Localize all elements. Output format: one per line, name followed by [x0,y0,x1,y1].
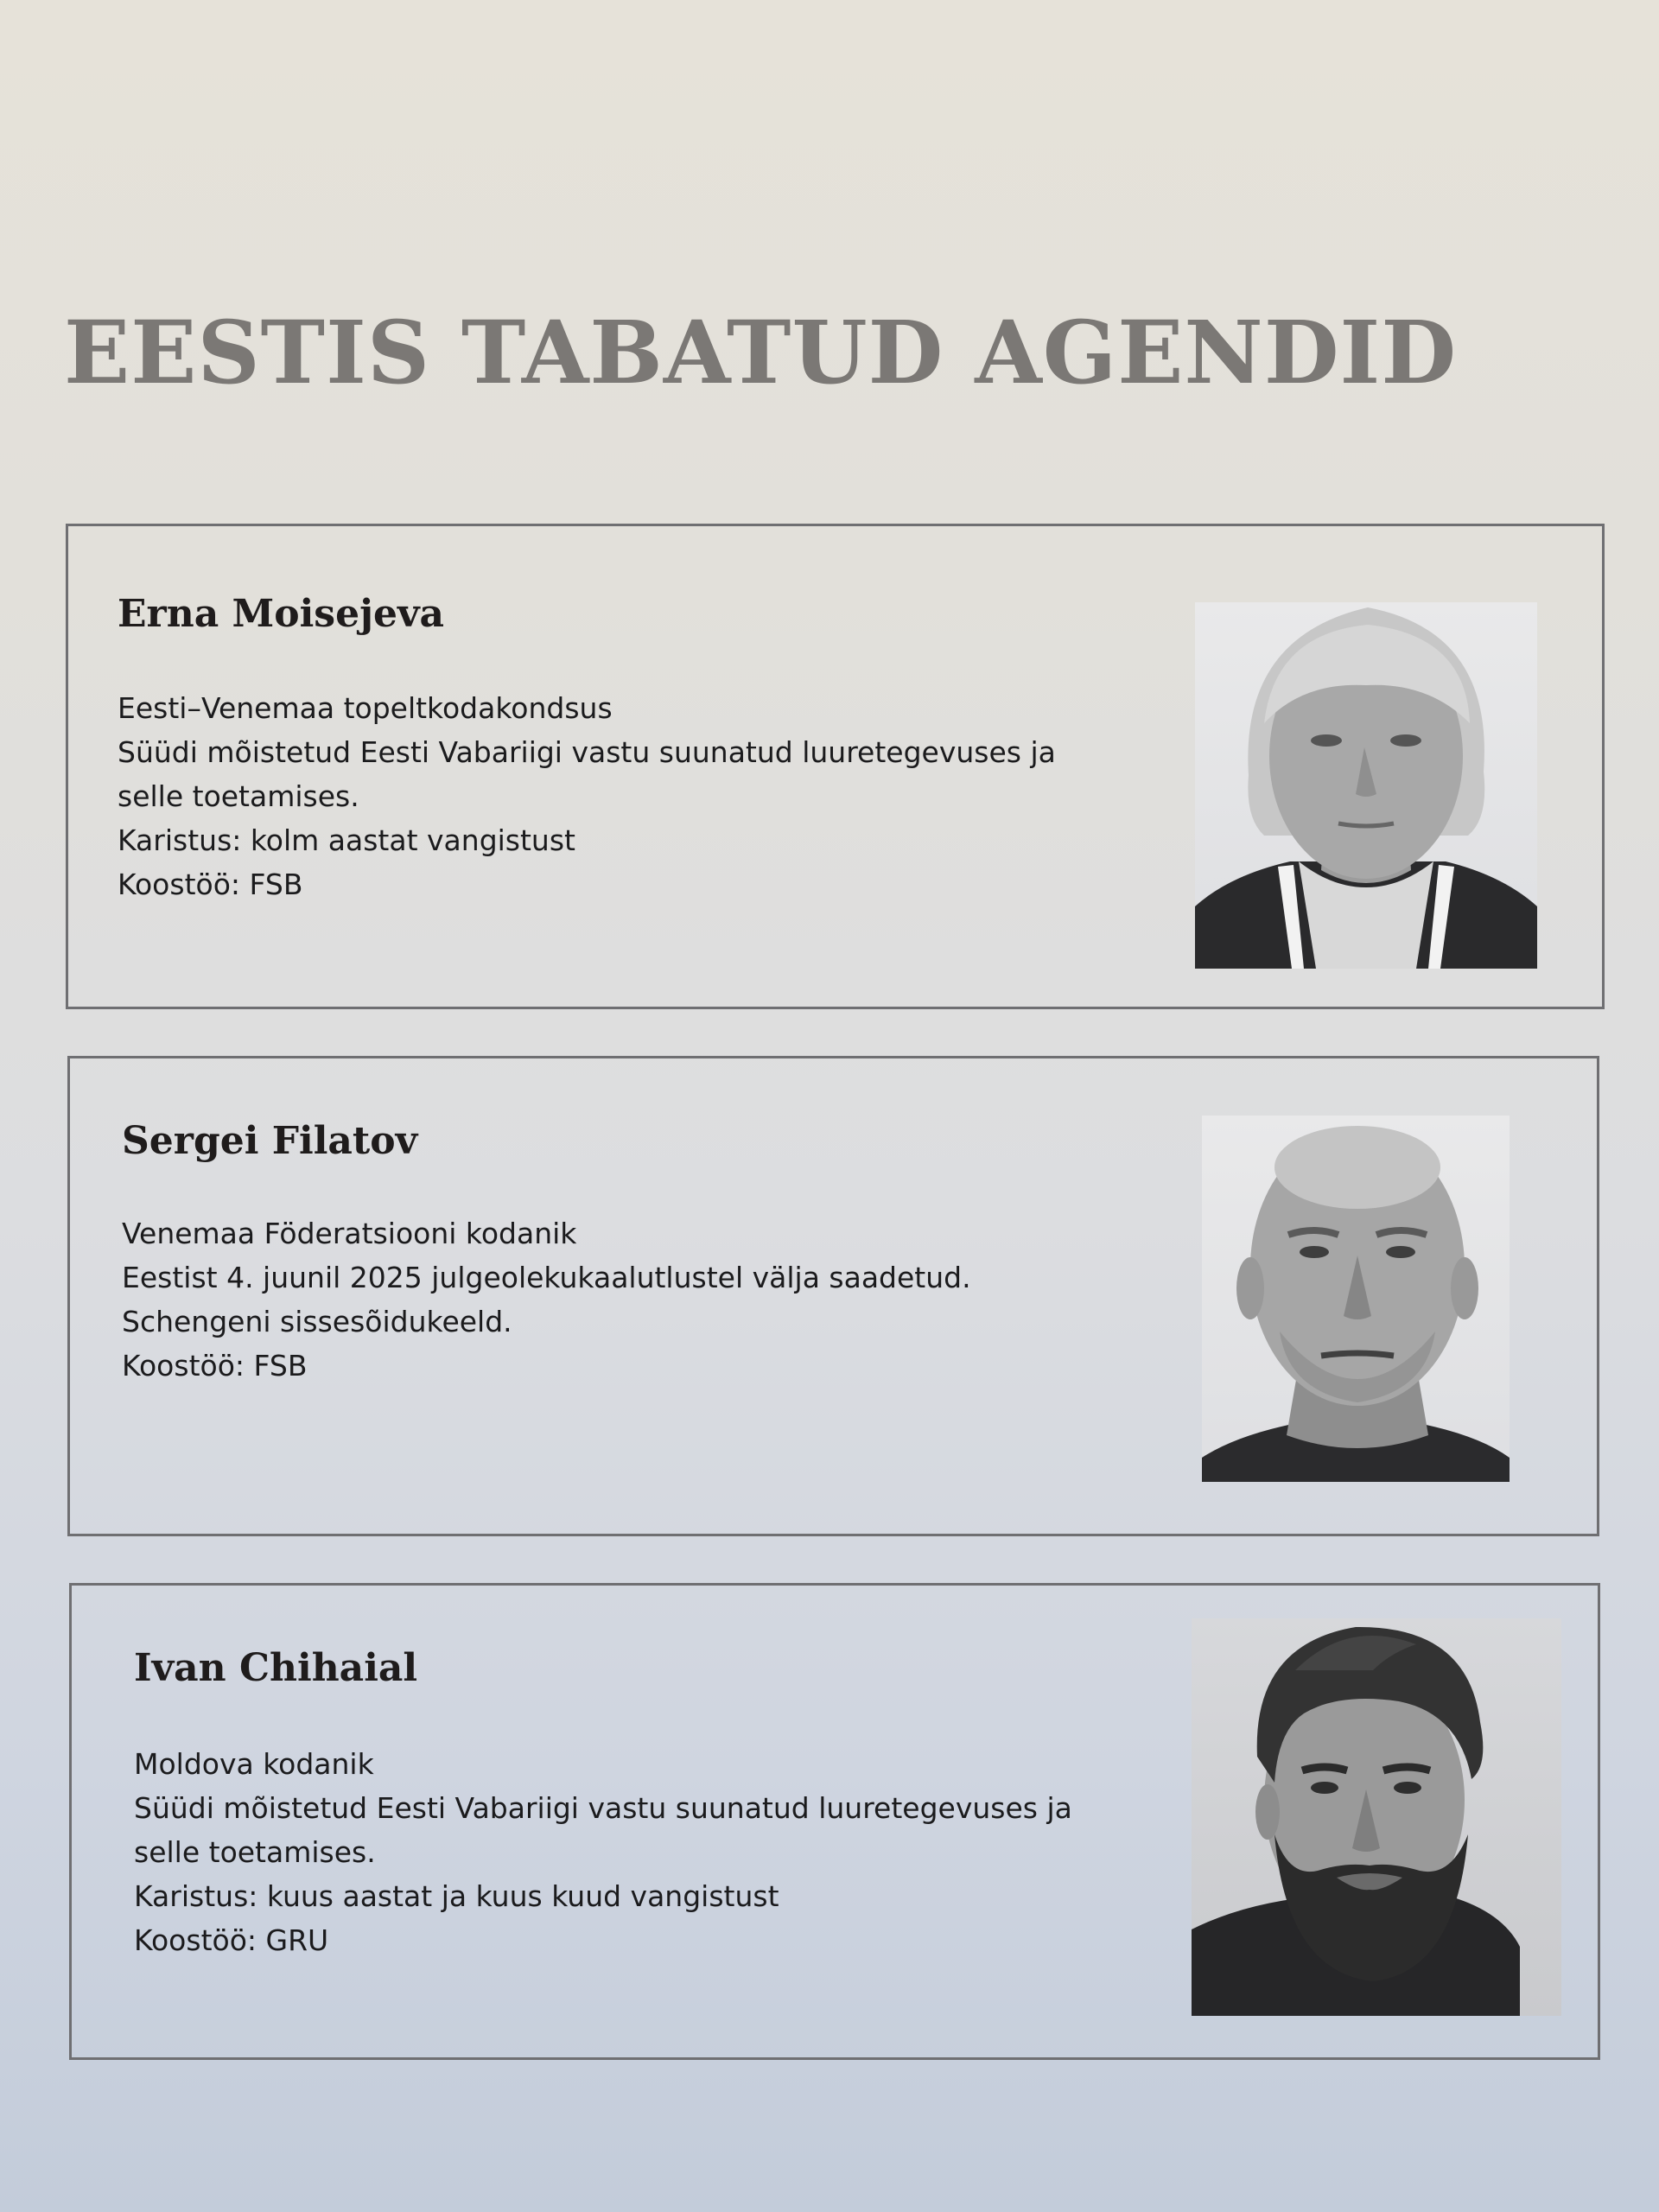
page-title: EESTIS TABATUD AGENDID [64,302,1458,404]
agent-cooperation: Koostöö: GRU [134,1923,329,1957]
agent-card [67,1056,1599,1536]
agent-sentence: Karistus: kuus aastat ja kuus kuud vangistust [134,1879,779,1913]
agent-name: Erna Moisejeva [118,592,445,636]
agent-sentence: Karistus: kolm aastat vangistust [118,823,575,857]
agent-citizenship: Venemaa Föderatsiooni kodanik [122,1217,577,1250]
portrait-woman-icon [1195,602,1537,969]
agent-photo [1202,1116,1510,1482]
agent-verdict: Süüdi mõistetud Eesti Vabariigi vastu suunatud luuretegevuses ja selle toetamises. [118,735,1056,813]
agent-card [66,524,1605,1009]
agent-verdict: Süüdi mõistetud Eesti Vabariigi vastu suunatud luuretegevuses ja selle toetamises. [134,1791,1072,1869]
agent-card [69,1583,1600,2060]
portrait-bearded-man-icon [1192,1618,1561,2016]
agent-name: Sergei Filatov [122,1119,418,1163]
agent-cooperation: Koostöö: FSB [122,1349,308,1382]
agent-name: Ivan Chihaial [134,1646,418,1690]
agent-photo [1195,602,1537,969]
agent-details [122,1211,1081,1388]
agent-photo [1192,1618,1561,2016]
agent-citizenship: Eesti–Venemaa topeltkodakondsus [118,691,613,725]
agent-entry-ban: Schengeni sissesõidukeeld. [122,1305,512,1338]
portrait-bald-man-icon [1202,1116,1510,1482]
agent-details [134,1742,1093,1962]
agent-citizenship: Moldova kodanik [134,1747,374,1781]
agent-cooperation: Koostöö: FSB [118,868,303,901]
agent-details [118,686,1077,906]
agent-expulsion: Eestist 4. juunil 2025 julgeolekukaalutlustel välja saadetud. [122,1261,971,1294]
